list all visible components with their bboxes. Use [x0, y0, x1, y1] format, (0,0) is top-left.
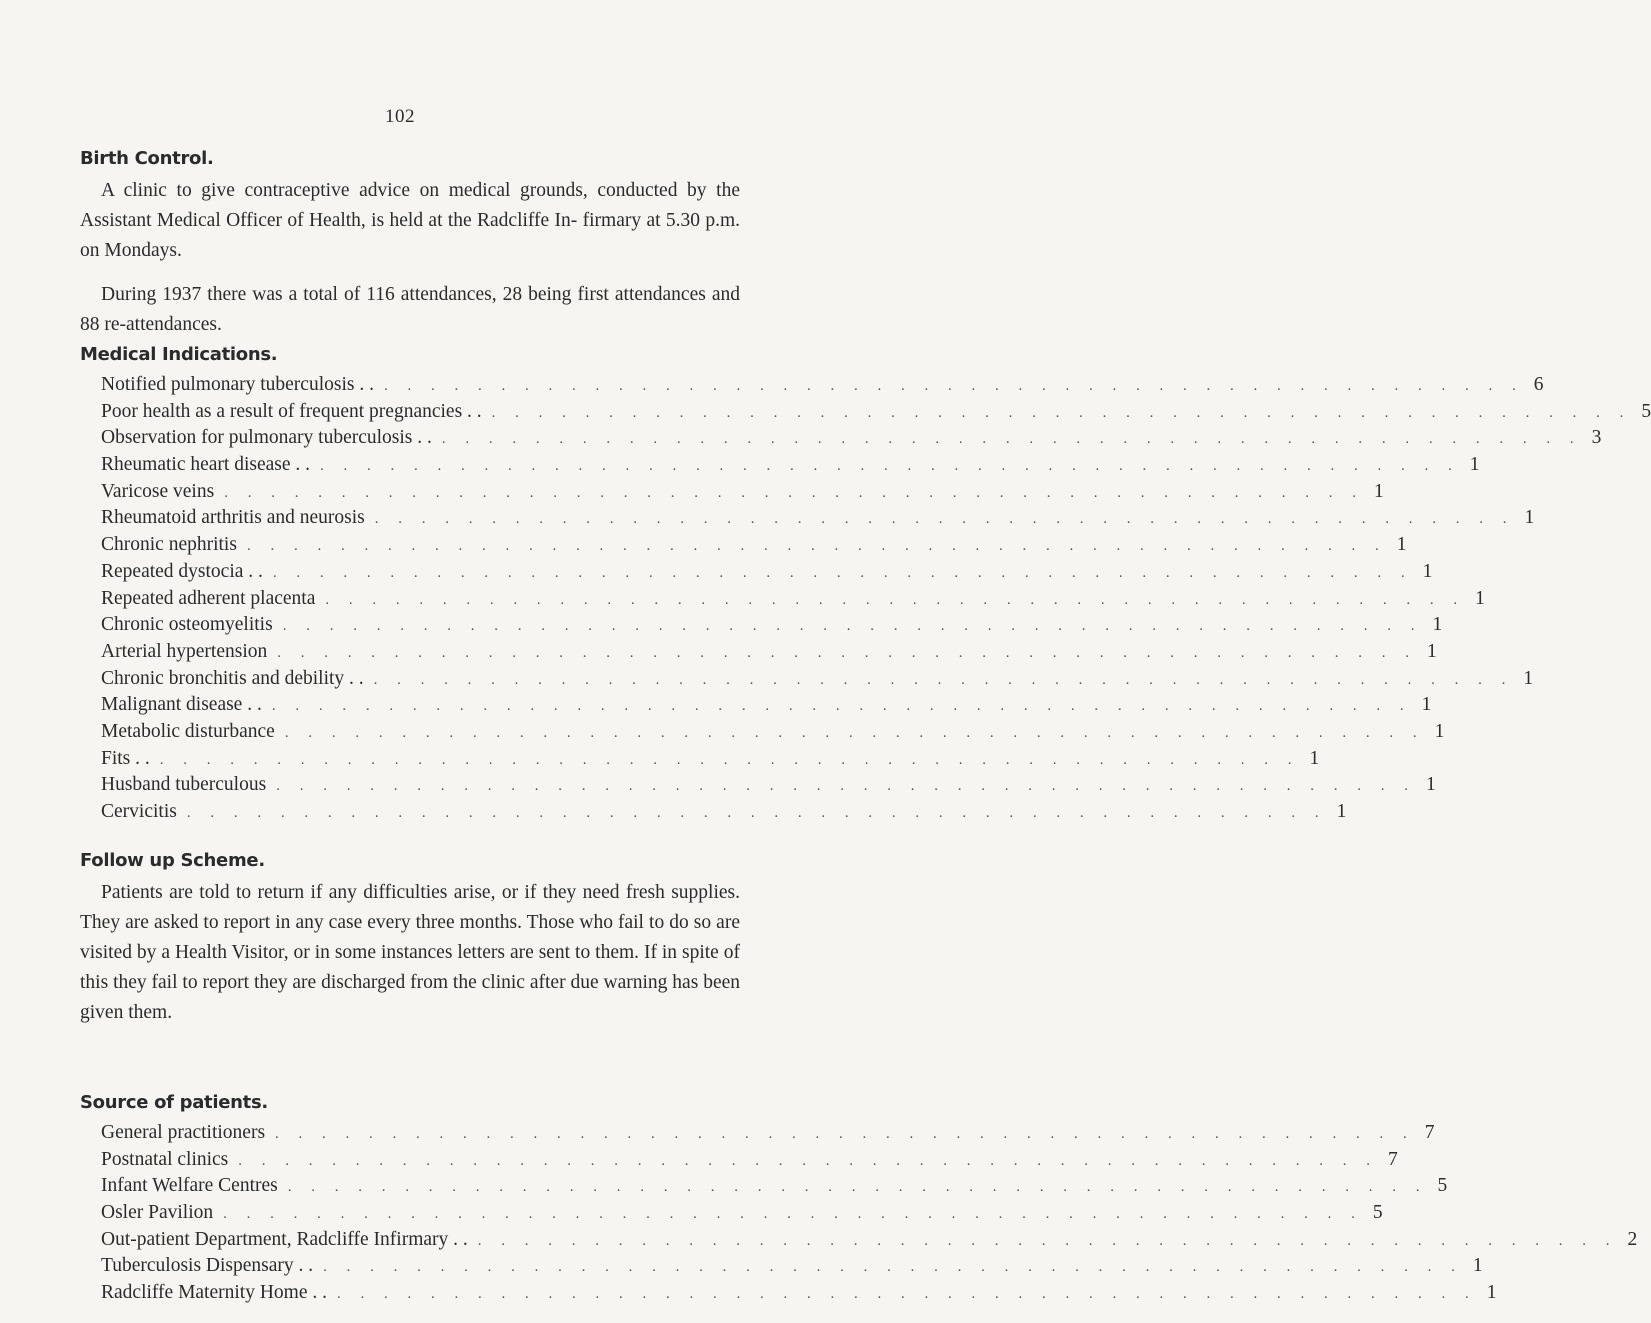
list-item — [101, 640, 1437, 668]
item-count: 1 — [1523, 667, 1534, 689]
item-label: Husband tuberculous — [101, 774, 267, 796]
item-count: 5 — [1437, 1175, 1448, 1197]
list-item — [101, 694, 1432, 721]
list-item — [101, 454, 1480, 481]
item-label: Metabolic disturbance — [101, 720, 275, 742]
item-label: Chronic osteomyelitis — [101, 614, 273, 636]
item-label: Radcliffe Maternity Home . . — [101, 1282, 327, 1304]
item-count: 1 — [1422, 560, 1433, 582]
dot-leader: . . . . . . . . . . . . . . . . . . . . . . . . . . . . . . . . . . . . . . . . . . . . . . . . . — [373, 671, 1514, 688]
dot-leader: . . . . . . . . . . . . . . . . . . . . . . . . . . . . . . . . . . . . . . . . . . . . . . . . . — [284, 724, 1425, 741]
dot-leader: . . . . . . . . . . . . . . . . . . . . . . . . . . . . . . . . . . . . . . . . . . . . . . . . . — [272, 564, 1413, 581]
dot-leader: . . . . . . . . . . . . . . . . . . . . . . . . . . . . . . . . . . . . . . . . . . . . . . . . . — [287, 1179, 1428, 1196]
item-label: Cervicitis — [101, 801, 177, 822]
item-count: 1 — [1472, 1255, 1483, 1277]
item-label: Malignant disease . . — [101, 694, 262, 716]
item-count: 1 — [1475, 587, 1485, 609]
item-label: Tuberculosis Dispensary . . — [101, 1255, 314, 1277]
item-label: Rheumatoid arthritis and neurosis — [101, 507, 365, 529]
item-label: Rheumatic heart disease . . — [101, 454, 311, 476]
item-label: Chronic bronchitis and debility . . — [101, 667, 364, 689]
item-label: Arterial hypertension — [101, 640, 268, 662]
item-label: Chronic nephritis — [101, 534, 237, 556]
list-item — [101, 1255, 1483, 1282]
item-label: Infant Welfare Centres — [101, 1175, 278, 1197]
item-count: 7 — [1388, 1148, 1398, 1170]
list-item — [101, 1122, 1435, 1149]
item-label: General practitioners — [101, 1122, 266, 1143]
list-item — [101, 480, 1384, 508]
source-of-patients-list — [101, 1122, 1638, 1309]
item-count: 1 — [1425, 774, 1436, 796]
dot-leader: . . . . . . . . . . . . . . . . . . . . . . . . . . . . . . . . . . . . . . . . . . . . . . . . . — [374, 511, 1515, 528]
item-label: Out-patient Department, Radcliffe Infirmary . . — [101, 1228, 468, 1250]
dot-leader: . . . . . . . . . . . . . . . . . . . . . . . . . . . . . . . . . . . . . . . . . . . . . . . . . — [275, 1126, 1415, 1142]
list-item — [101, 1175, 1448, 1202]
dot-leader: . . . . . . . . . . . . . . . . . . . . . . . . . . . . . . . . . . . . . . . . . . . . . . . . . — [271, 698, 1412, 715]
item-count: 1 — [1309, 747, 1320, 769]
item-label: Repeated dystocia . . — [101, 560, 263, 582]
item-count: 1 — [1427, 640, 1437, 662]
dot-leader: . . . . . . . . . . . . . . . . . . . . . . . . . . . . . . . . . . . . . . . . . . . . . . . . . — [383, 378, 1524, 394]
item-label: Poor health as a result of frequent pregnancies . . — [101, 400, 482, 422]
item-count: 7 — [1424, 1122, 1435, 1143]
dot-leader: . . . . . . . . . . . . . . . . . . . . . . . . . . . . . . . . . . . . . . . . . . . . . . . . . — [325, 591, 1466, 608]
medical-indications-list — [101, 374, 1651, 828]
item-label: Fits . . — [101, 747, 150, 769]
page-number: 102 — [385, 106, 415, 127]
list-item — [101, 427, 1602, 454]
dot-leader: . . . . . . . . . . . . . . . . . . . . . . . . . . . . . . . . . . . . . . . . . . . . . . . . . — [282, 618, 1423, 635]
dot-leader: . . . . . . . . . . . . . . . . . . . . . . . . . . . . . . . . . . . . . . . . . . . . . . . . . — [477, 1232, 1618, 1249]
list-item — [101, 801, 1347, 828]
item-count: 3 — [1591, 427, 1602, 449]
list-item — [101, 400, 1651, 428]
list-item — [101, 747, 1320, 775]
list-item — [101, 374, 1544, 401]
birth-control-heading: Birth Control. — [80, 148, 214, 169]
dot-leader: . . . . . . . . . . . . . . . . . . . . . . . . . . . . . . . . . . . . . . . . . . . . . . . . . — [159, 751, 1300, 768]
list-item — [101, 720, 1445, 748]
dot-leader: . . . . . . . . . . . . . . . . . . . . . . . . . . . . . . . . . . . . . . . . . . . . . . . . . — [441, 431, 1582, 448]
item-label: Varicose veins — [101, 480, 215, 502]
medical-indications-section — [80, 342, 1651, 828]
list-item — [101, 1202, 1383, 1229]
follow-up-section — [80, 848, 740, 1028]
dot-leader: . . . . . . . . . . . . . . . . . . . . . . . . . . . . . . . . . . . . . . . . . . . . . . . . . — [277, 644, 1417, 661]
item-count: 2 — [1627, 1228, 1638, 1250]
medical-indications-heading: Medical Indications. — [80, 344, 278, 365]
item-label: Observation for pulmonary tuberculosis . . — [101, 427, 432, 449]
dot-leader: . . . . . . . . . . . . . . . . . . . . . . . . . . . . . . . . . . . . . . . . . . . . . . . . . — [337, 1286, 1477, 1303]
birth-control-paragraph-1: A clinic to give contraceptive advice on medical grounds, conducted by the Assistant Medical Officer of Health, is held at the Radcliffe In- firmary at 5.30 p.m. on Mondays. — [80, 180, 740, 261]
list-item — [101, 614, 1443, 641]
item-label: Repeated adherent placenta — [101, 587, 316, 609]
item-count: 1 — [1396, 534, 1407, 556]
dot-leader: . . . . . . . . . . . . . . . . . . . . . . . . . . . . . . . . . . . . . . . . . . . . . . . . . — [186, 805, 1327, 821]
item-count: 6 — [1533, 374, 1544, 395]
list-item — [101, 560, 1433, 588]
dot-leader: . . . . . . . . . . . . . . . . . . . . . . . . . . . . . . . . . . . . . . . . . . . . . . . . . — [320, 458, 1460, 475]
follow-up-paragraph: Patients are told to return if any difficulties arise, or if they need fresh supplies. They are asked to report in any case every three months. Those who fail to do so are visited by a Health Visitor, or in some instances letters are sent to them. If in spite of this they fail to report they are discharged from the clinic after due warning has been given them. — [80, 882, 740, 1023]
dot-leader: . . . . . . . . . . . . . . . . . . . . . . . . . . . . . . . . . . . . . . . . . . . . . . . . . — [224, 484, 1364, 501]
item-count: 1 — [1486, 1282, 1497, 1304]
birth-control-section — [80, 146, 740, 340]
item-label: Osler Pavilion — [101, 1202, 214, 1224]
item-label: Notified pulmonary tuberculosis . . — [101, 374, 374, 395]
item-label: Postnatal clinics — [101, 1148, 229, 1170]
dot-leader: . . . . . . . . . . . . . . . . . . . . . . . . . . . . . . . . . . . . . . . . . . . . . . . . . — [323, 1259, 1463, 1276]
list-item — [101, 507, 1535, 534]
source-of-patients-heading: Source of patients. — [80, 1092, 268, 1113]
item-count: 1 — [1373, 480, 1384, 502]
dot-leader: . . . . . . . . . . . . . . . . . . . . . . . . . . . . . . . . . . . . . . . . . . . . . . . . . — [491, 404, 1632, 421]
follow-up-heading: Follow up Scheme. — [80, 850, 265, 871]
dot-leader: . . . . . . . . . . . . . . . . . . . . . . . . . . . . . . . . . . . . . . . . . . . . . . . . . — [238, 1152, 1379, 1169]
dot-leader: . . . . . . . . . . . . . . . . . . . . . . . . . . . . . . . . . . . . . . . . . . . . . . . . . — [223, 1206, 1363, 1223]
list-item — [101, 667, 1534, 695]
birth-control-paragraph-2: During 1937 there was a total of 116 attendances, 28 being first attendances and 88 re-attendances. — [80, 284, 740, 335]
list-item — [101, 534, 1407, 561]
item-count: 1 — [1336, 801, 1347, 822]
item-count: 5 — [1641, 400, 1651, 422]
list-item — [101, 1228, 1638, 1256]
list-item — [101, 774, 1436, 801]
source-of-patients-section — [80, 1090, 1638, 1309]
item-count: 1 — [1421, 694, 1432, 716]
list-item — [101, 587, 1485, 615]
dot-leader: . . . . . . . . . . . . . . . . . . . . . . . . . . . . . . . . . . . . . . . . . . . . . . . . . — [276, 778, 1416, 795]
dot-leader: . . . . . . . . . . . . . . . . . . . . . . . . . . . . . . . . . . . . . . . . . . . . . . . . . — [246, 538, 1387, 555]
list-item — [101, 1282, 1497, 1309]
list-item — [101, 1148, 1398, 1176]
item-count: 5 — [1372, 1202, 1383, 1224]
item-count: 1 — [1524, 507, 1535, 529]
item-count: 1 — [1434, 720, 1445, 742]
item-count: 1 — [1469, 454, 1480, 476]
item-count: 1 — [1432, 614, 1443, 636]
